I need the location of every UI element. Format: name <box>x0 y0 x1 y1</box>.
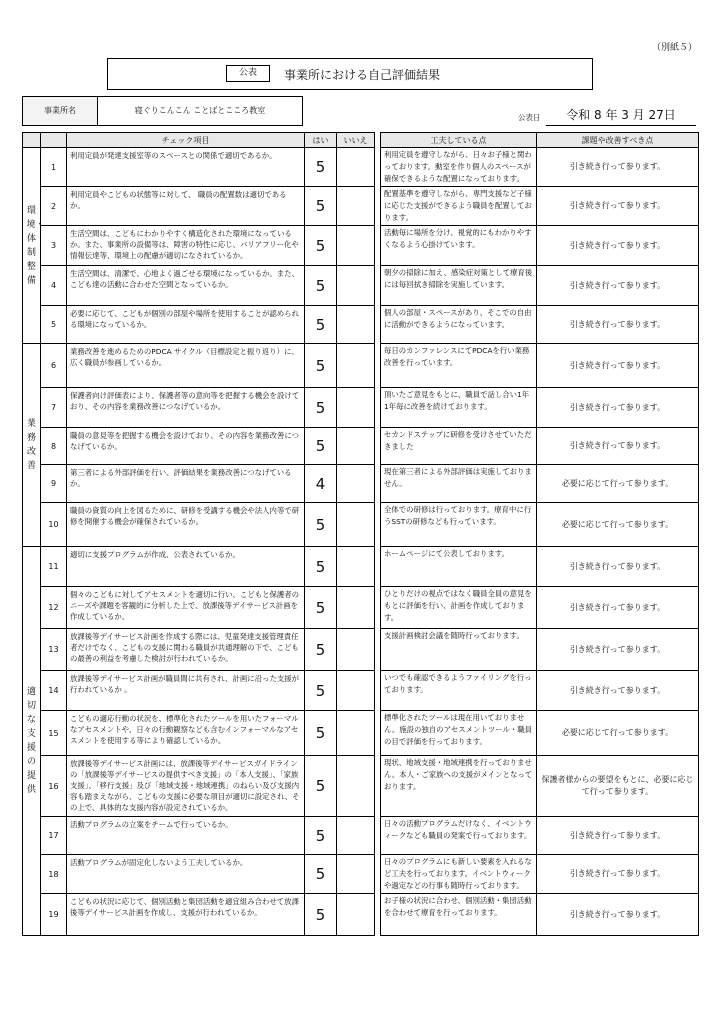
check-item: 保護者向け評価表により、保護者等の意向等を把握する機会を設けており、その内容を業務改善につなげているか。 <box>67 388 305 428</box>
table-row <box>23 817 699 855</box>
category-label: 業務改善 <box>26 419 36 471</box>
effort-text: お子様の状況に合わせ、個別活動・集団活動を合わせて療育を行っております。 <box>381 894 537 936</box>
no-count <box>337 148 375 187</box>
row-number: 16 <box>41 756 67 817</box>
table-row <box>23 388 699 428</box>
improvement-text: 引き続き行って参ります。 <box>537 671 699 711</box>
check-item: 活動プログラムが固定化しないよう工夫しているか。 <box>67 855 305 894</box>
check-item: 職員の資質の向上を図るために、研修を受講する機会や法人内等で研修を開催する機会が確保されているか。 <box>67 503 305 547</box>
row-number: 19 <box>41 894 67 936</box>
row-number: 4 <box>41 266 67 306</box>
check-item: 個々のこどもに対してアセスメントを適切に行い、こどもと保護者のニーズや課題を客観的に分析した上で、放課後等デイサービス計画を作成しているか。 <box>67 587 305 629</box>
row-number: 6 <box>41 344 67 388</box>
improvement-text: 引き続き行って参ります。 <box>537 266 699 306</box>
no-count <box>337 428 375 465</box>
effort-text: 頂いたご意見をもとに、職員で話し合い1年1年毎に改善を続けております。 <box>381 388 537 428</box>
row-number: 11 <box>41 547 67 587</box>
category-cell <box>23 148 45 344</box>
no-count <box>337 671 375 711</box>
row-number: 12 <box>41 587 67 629</box>
no-count <box>337 503 375 547</box>
yes-count: 5 <box>305 629 337 671</box>
category-label: 環境・体制整備 <box>26 205 45 286</box>
yes-count: 5 <box>305 711 337 756</box>
table-row <box>23 711 699 756</box>
table-row <box>23 855 699 894</box>
check-item: 職員の意見等を把握する機会を設けており、その内容を業務改善につなげているか。 <box>67 428 305 465</box>
header-yes: はい <box>305 133 337 148</box>
yes-count: 5 <box>305 547 337 587</box>
check-item: こどもの適応行動の状況を、標準化されたツールを用いたフォーマルなアセスメントや、日々の行動観察なども含むインフォーマルなアセスメントを使用する等により確認しているか。 <box>67 711 305 756</box>
improvement-text: 引き続き行って参ります。 <box>537 547 699 587</box>
category-label: 適切な支援の提供 <box>26 687 36 795</box>
header-number <box>41 133 67 148</box>
table-row <box>23 671 699 711</box>
yes-count: 5 <box>305 266 337 306</box>
no-count <box>337 629 375 671</box>
check-item: 適切に支援プログラムが作成、公表されているか。 <box>67 547 305 587</box>
improvement-text: 引き続き行って参ります。 <box>537 344 699 388</box>
effort-text: 現在第三者による外部評価は実施しておりません。 <box>381 465 537 503</box>
check-item: 利用定員やこどもの状態等に対して、 職員の配置数は適切であるか。 <box>67 187 305 226</box>
table-row <box>23 629 699 671</box>
header-check-item: チェック項目 <box>67 133 305 148</box>
no-count <box>337 894 375 936</box>
effort-text: ホームページにて公表しております。 <box>381 547 537 587</box>
improvement-text: 引き続き行って参ります。 <box>537 629 699 671</box>
improvement-text: 保護者様からの要望をもとに、必要に応じて行って参ります。 <box>537 756 699 817</box>
category-cell <box>23 344 41 547</box>
title-box <box>107 58 593 90</box>
yes-count: 5 <box>305 187 337 226</box>
effort-text: 利用定員を遵守しながら、日々お子様と関わっております。動室を作り個人のスペースが確保できるような配置になっております。 <box>381 148 537 187</box>
no-count <box>337 756 375 817</box>
annex-label: （別紙５） <box>652 43 698 53</box>
effort-text: 朝夕の掃除に加え、感染症対策として療育後には毎回拭き掃除を実施しています。 <box>381 266 537 306</box>
no-count <box>337 187 375 226</box>
yes-count: 4 <box>305 465 337 503</box>
table-row <box>23 894 699 936</box>
no-count <box>337 817 375 855</box>
row-number: 1 <box>41 148 67 187</box>
effort-text: 毎日のカンファレンスにてPDCAを行い業務改善を行っています。 <box>381 344 537 388</box>
check-item: 活動プログラムの立案をチームで行っているか。 <box>67 817 305 855</box>
no-count <box>337 547 375 587</box>
yes-count: 5 <box>305 148 337 187</box>
effort-text: いつでも確認できるようファイリングを行っております。 <box>381 671 537 711</box>
effort-text: 全体での研修は行っております。療育中に行うSSTの研修なども行っています。 <box>381 503 537 547</box>
no-count <box>337 226 375 266</box>
table-row <box>23 503 699 547</box>
yes-count: 5 <box>305 671 337 711</box>
row-number: 15 <box>41 711 67 756</box>
improvement-text: 必要に応じて行って参ります。 <box>537 503 699 547</box>
check-item: こどもの状況に応じて、個別活動と集団活動を適宜組み合わせて放課後等デイサービス計画を作成し、支援が行われているか。 <box>67 894 305 936</box>
improvement-text: 引き続き行って参ります。 <box>537 306 699 344</box>
effort-text: 日々のプログラムにも新しい要素を入れるなど工夫を行っております。イベントウィークや過定などの行事も随時行っております。 <box>381 855 537 894</box>
table-header <box>23 133 699 148</box>
no-count <box>337 855 375 894</box>
table-row <box>23 465 699 503</box>
improvement-text: 必要に応じて行って参ります。 <box>537 465 699 503</box>
table-row <box>23 344 699 388</box>
table-row <box>23 587 699 629</box>
header-category <box>23 133 41 148</box>
improvement-text: 引き続き行って参ります。 <box>537 817 699 855</box>
check-item: 放課後等デイサービス計画には、放課後等デイサービスガイドラインの「放課後等デイサービスの提供すべき支援」の「本人支援」、「家族支援」、「移行支援」及び「地域支援・地域連携」のねらい及び支援内容も踏まえながら、こどもの支援に必要な項目が適切に設定され、その上で、具体的な支援内容が設定されているか。 <box>67 756 305 817</box>
effort-text: 現状、地域支援・地域連携を行っておりません。本人・ご家族への支援がメインとなっております。 <box>381 756 537 817</box>
check-item: 放課後等デイサービス計画が職員間に共有され、計画に沿った支援が行われているか 。 <box>67 671 305 711</box>
row-number: 10 <box>41 503 67 547</box>
effort-text: 日々の活動プログラムだけなく、イベントウィークなども職員の発案で行っております。 <box>381 817 537 855</box>
no-count <box>337 306 375 344</box>
header-improve: 課題や改善すべき点 <box>537 133 699 148</box>
improvement-text: 必要に応じて行って参ります。 <box>537 711 699 756</box>
table-row <box>23 187 699 226</box>
yes-count: 5 <box>305 817 337 855</box>
row-number: 18 <box>41 855 67 894</box>
header-effort: 工夫している点 <box>381 133 537 148</box>
effort-text: 標準化されたツールは現在用いておりません。施設の独自のアセスメントツール・職員の目で評価を行っております。 <box>381 711 537 756</box>
page-title: 事業所における自己評価結果 <box>284 68 441 82</box>
improvement-text: 引き続き行って参ります。 <box>537 388 699 428</box>
improvement-text: 引き続き行って参ります。 <box>537 226 699 266</box>
table-row <box>23 547 699 587</box>
row-number: 3 <box>41 226 67 266</box>
yes-count: 5 <box>305 226 337 266</box>
effort-text: 配置基準を遵守しながら、専門支援など子様に応じた支援ができるよう職員を配置しております。 <box>381 187 537 226</box>
no-count <box>337 465 375 503</box>
effort-text: 活動毎に場所を分け、視覚的にもわかりやすくなるよう心掛けています。 <box>381 226 537 266</box>
evaluation-table <box>22 132 699 936</box>
yes-count: 5 <box>305 855 337 894</box>
effort-text: 支援計画検討会議を随時行っております。 <box>381 629 537 671</box>
effort-text: ひとりだけの視点ではなく職員全員の意見をもとに評価を行い、計画を作成しております。 <box>381 587 537 629</box>
row-number: 7 <box>41 388 67 428</box>
improvement-text: 引き続き行って参ります。 <box>537 587 699 629</box>
publish-label: 公表日 <box>518 113 541 122</box>
row-number: 17 <box>41 817 67 855</box>
check-item: 放課後等デイサービス計画を作成する際には、児童発達支援管理責任者だけでなく、こどもの支援に関わる職員が共通理解の下で、こどもの最善の利益を考慮した検討が行われているか。 <box>67 629 305 671</box>
table-row <box>23 756 699 817</box>
improvement-text: 引き続き行って参ります。 <box>537 148 699 187</box>
effort-text: セカンドステップに研修を受けさせていただきました <box>381 428 537 465</box>
category-cell <box>23 547 41 936</box>
no-count <box>337 587 375 629</box>
table-row <box>23 428 699 465</box>
no-count <box>337 266 375 306</box>
check-item: 第三者による外部評価を行い、評価結果を業務改善につなげているか。 <box>67 465 305 503</box>
yes-count: 5 <box>305 587 337 629</box>
header-no: いいえ <box>337 133 375 148</box>
table-row <box>23 148 699 187</box>
yes-count: 5 <box>305 894 337 936</box>
improvement-text: 引き続き行って参ります。 <box>537 187 699 226</box>
no-count <box>337 711 375 756</box>
public-tag: 公表 <box>226 65 270 82</box>
row-number: 13 <box>41 629 67 671</box>
row-number: 14 <box>41 671 67 711</box>
no-count <box>337 388 375 428</box>
check-item: 利用定員が発達支援室等のスペースとの関係で適切であるか。 <box>67 148 305 187</box>
check-item: 生活空間は、こどもにわかりやすく構造化された環境になっているか。また、事業所の設備等は、障害の特性に応じ、バリアフリー化や情報伝達等、環境上の配慮が適切になされているか。 <box>67 226 305 266</box>
improvement-text: 引き続き行って参ります。 <box>537 894 699 936</box>
improvement-text: 引き続き行って参ります。 <box>537 428 699 465</box>
row-number: 8 <box>41 428 67 465</box>
check-item: 生活空間は、清潔で、心地よく過ごせる環境になっているか。また、こども達の活動に合わせた空間となっているか。 <box>67 266 305 306</box>
row-number: 5 <box>41 306 67 344</box>
business-label: 事業所名 <box>22 96 98 126</box>
effort-text: 個人の部屋・スペースがあり、そこでの自由に活動ができるようになっています。 <box>381 306 537 344</box>
improvement-text: 引き続き行って参ります。 <box>537 855 699 894</box>
row-number: 9 <box>41 465 67 503</box>
yes-count: 5 <box>305 756 337 817</box>
yes-count: 5 <box>305 388 337 428</box>
yes-count: 5 <box>305 503 337 547</box>
yes-count: 5 <box>305 306 337 344</box>
table-row <box>23 306 699 344</box>
business-name: 寝ぐりこんこん ことばとこころ教室 <box>98 96 303 126</box>
check-item: 必要に応じて、こどもが個別の部屋や場所を使用することが認められる環境になっているか。 <box>67 306 305 344</box>
no-count <box>337 344 375 388</box>
publish-date: 令和 8 年 3 月 27日 <box>546 104 696 126</box>
table-row <box>23 226 699 266</box>
check-item: 業務改善を進めるためのPDCA サイクル（目標設定と振り返り）に、広く職員が参画しているか。 <box>67 344 305 388</box>
yes-count: 5 <box>305 428 337 465</box>
yes-count: 5 <box>305 344 337 388</box>
row-number: 2 <box>41 187 67 226</box>
table-row <box>23 266 699 306</box>
